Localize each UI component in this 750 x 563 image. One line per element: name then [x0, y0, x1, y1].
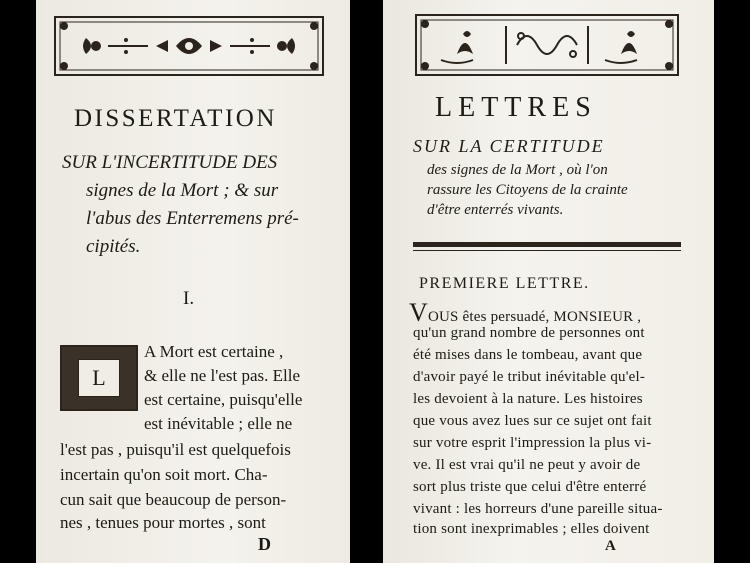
body-line: les devoient à la nature. Les histoires — [413, 391, 643, 407]
signature-mark: D — [258, 534, 271, 554]
body-line: & elle ne l'est pas. Elle — [144, 366, 301, 385]
body-line: incertain qu'on soit mort. Cha- — [60, 465, 268, 484]
subtitle-heading: SUR LA CERTITUDE — [413, 136, 605, 156]
body-line: est inévitable ; elle ne — [144, 414, 293, 433]
subtitle-line: SUR L'INCERTITUDE DES — [62, 152, 278, 173]
drop-cap-letter: L — [78, 359, 120, 397]
ornamental-header-band — [415, 14, 679, 76]
subtitle-line: des signes de la Mort , où l'on — [427, 162, 608, 178]
signature-mark: A — [605, 538, 616, 554]
scroll-ornament-icon — [417, 16, 677, 74]
body-line: nes , tenues pour mortes , sont — [60, 513, 266, 532]
body-line: cun sait que beaucoup de person- — [60, 490, 287, 509]
body-line: sur votre esprit l'impression la plus vi- — [413, 435, 652, 451]
body-line: A Mort est certaine , — [144, 342, 284, 361]
thin-rule-divider — [413, 250, 681, 251]
subtitle-line: signes de la Mort ; & sur — [86, 180, 279, 201]
subtitle-line: cipités. — [86, 236, 141, 257]
ornamental-header-band — [54, 16, 324, 76]
initial-letter: V — [409, 298, 428, 327]
body-line: ve. Il est vrai qu'il ne peut y avoir de — [413, 457, 641, 473]
body-line: vivant : les horreurs d'une pareille situa- — [413, 501, 663, 517]
body-line: été mises dans le tombeau, avant que — [413, 347, 643, 363]
body-line: que vous avez lues sur ce sujet ont fait — [413, 413, 652, 429]
body-line: qu'un grand nombre de personnes ont — [413, 325, 645, 341]
body-line: tion sont inexprimables ; elles doivent — [413, 521, 650, 537]
first-line-rest: OUS êtes persuadé, MONSIEUR , — [427, 309, 642, 325]
thick-rule-divider — [413, 242, 681, 247]
page-title: LETTRES — [435, 92, 597, 123]
right-book-page — [383, 0, 714, 563]
subtitle-line: rassure les Citoyens de la crainte — [427, 182, 628, 198]
left-book-page — [36, 0, 350, 563]
body-line: est certaine, puisqu'elle — [144, 390, 303, 409]
floral-ornament-icon — [56, 18, 322, 74]
body-line: sort plus triste que celui d'être enterré — [413, 479, 647, 495]
section-number: I. — [183, 288, 195, 309]
page-title: DISSERTATION — [74, 105, 277, 132]
body-line: d'avoir payé le tribut inévitable qu'el- — [413, 369, 646, 385]
body-line: l'est pas , puisqu'il est quelquefois — [60, 440, 291, 459]
drop-cap-frame — [60, 345, 138, 411]
subtitle-line: l'abus des Enterremens pré- — [86, 208, 299, 229]
subtitle-line: d'être enterrés vivants. — [427, 202, 564, 218]
section-heading: PREMIERE LETTRE. — [419, 275, 590, 292]
body-first-line — [409, 298, 641, 328]
